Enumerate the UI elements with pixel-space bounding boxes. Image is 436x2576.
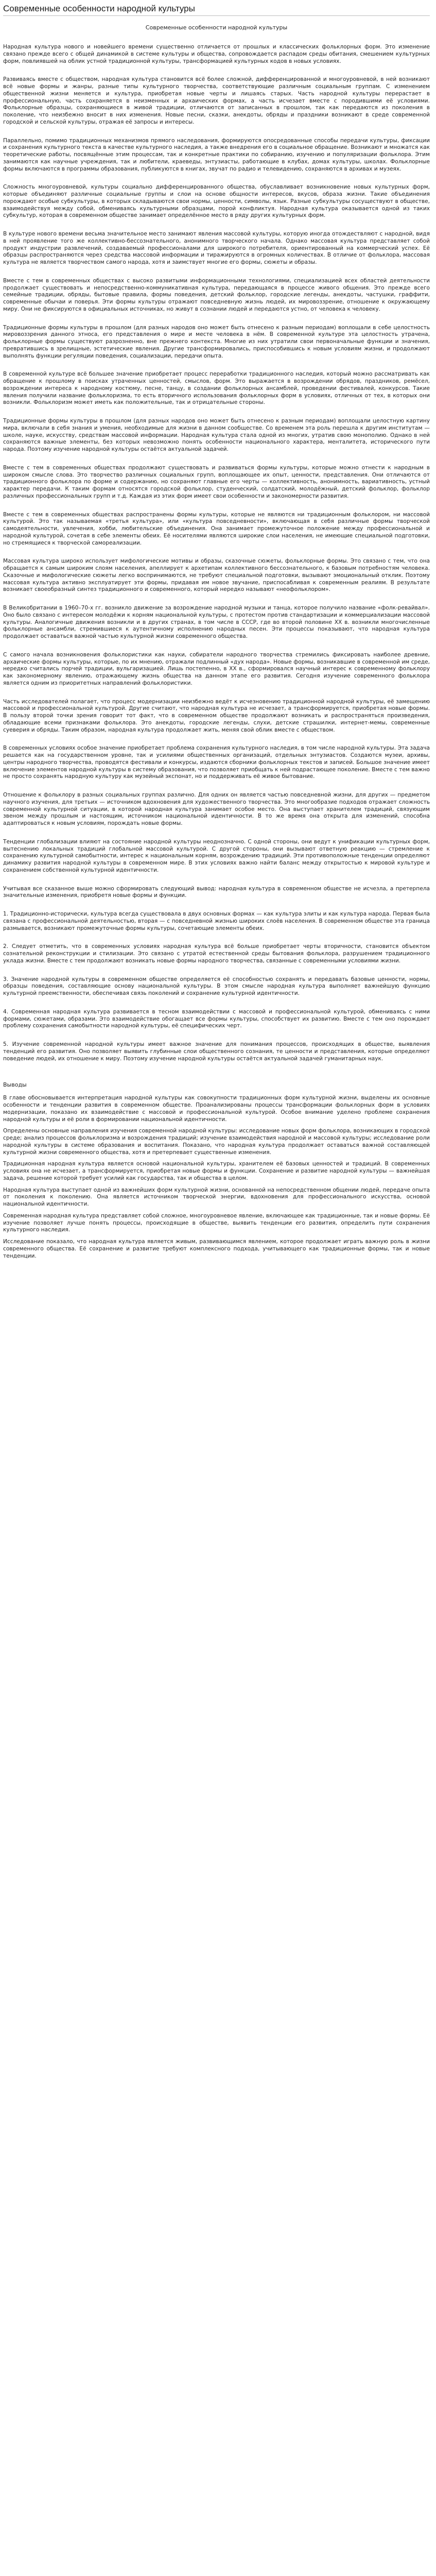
- summary-paragraph: Определены основные направления изучения современной народной культуры: исследование новых форм фольклора, возникающих в городской среде; анализ процессов фольклоризма и возрождения традиций; изучение взаимодействия народной и массовой культуры; исследование роли народной культуры в системе образования и воспитания. Показано, что народная культура продолжает оставаться важной составляющей культурной жизни современного общества, хотя и претерпевает существенные изменения.: [3, 1128, 430, 1156]
- paragraph: Традиционные формы культуры в прошлом (для разных народов оно может быть отнесено к разным периодам) воплощали в себе целостность мировоззрения данного этноса, его представления о мире и месте человека в нём. В современной культуре эта целостность утрачена, фольклорные формы существуют разрозненно, вне прежнего контекста. Многие из них утратили свои первоначальные функции и значения, превратившись в зрелищные, эстетические явления. Другие трансформировались, приспособившись к новым условиям жизни, и продолжают выполнять функции регуляции поведения, социализации, передачи опыта.: [3, 324, 430, 359]
- summary-section: [3, 1081, 430, 1260]
- paragraph: Вместе с тем в современных обществах распространены формы культуры, которые не являются ни традиционным фольклором, ни массовой культурой. Это так называемая «третья культура», или «культура повседневности», включающая в себя различные формы творческой самодеятельности, увлечения, хобби, любительские объединения. Она занимает промежуточное положение между профессиональной и народной культурой, сочетая в себе элементы обеих. Её носителями являются широкие слои населения, не имеющие специальной подготовки, но стремящиеся к творческой самореализации.: [3, 511, 430, 546]
- summary-paragraph: Традиционная народная культура является основой национальной культуры, хранителем её базовых ценностей и традиций. В современных условиях она не исчезает, а трансформируется, приобретая новые формы и функции. Сохранение и развитие народной культуры — важнейшая задача, решение которой требует усилий как государства, так и общества в целом.: [3, 1161, 430, 1181]
- paragraph: Тенденции глобализации влияют на состояние народной культуры неоднозначно. С одной стороны, они ведут к унификации культурных форм, вытеснению локальных традиций глобальной массовой культурой. С другой стороны, они вызывают ответную реакцию — стремление к сохранению культурной самобытности, интерес к национальным корням, возрождению традиций. Эти противоположные тенденции определяют динамику развития народной культуры в современном мире. В этих условиях важно найти баланс между открытостью к мировой культуре и сохранением собственной культурной идентичности.: [3, 838, 430, 873]
- paragraph: Развиваясь вместе с обществом, народная культура становится всё более сложной, дифференцированной и многоуровневой, в ней возникают всё новые формы и жанры, разные типы культурного творчества, соответствующие различным социальным группам. С изменением общественной жизни меняется и культура, приобретая новые черты и лишаясь старых. Часть народной культуры перерастает в профессиональную, часть сохраняется в неизменных и архаических формах, а часть исчезает вместе с породившими её условиями. Фольклорные образцы, сохраняющиеся в живой традиции, отличаются от записанных в прошлом, так как передаются из поколения в поколение, что неизбежно вносит в них изменения. Новые песни, сказки, анекдоты, обряды и праздники возникают в среде современной городской и сельской культуры, отражая её запросы и интересы.: [3, 76, 430, 125]
- numbered-paragraph: 4. Современная народная культура развивается в тесном взаимодействии с массовой и профессиональной культурой, обмениваясь с ними формами, сюжетами, образами. Это взаимодействие обогащает все формы культуры, способствует их развитию. Вместе с тем оно порождает проблему сохранения самобытности народной культуры, её специфических черт.: [3, 1008, 430, 1029]
- summary-paragraph: Современная народная культура представляет собой сложное, многоуровневое явление, включающее как традиционные, так и новые формы. Её изучение позволяет лучше понять процессы, происходящие в обществе, выявить тенденции его развития, определить пути сохранения культурного наследия.: [3, 1212, 430, 1233]
- paragraph: С самого начала возникновения фольклористики как науки, собиратели народного творчества стремились фиксировать наиболее древние, архаические формы культуры, которые, по их мнению, отражали подлинный «дух народа». Новые формы, возникавшие в современной им среде, нередко считались порчей традиции, вульгаризацией. Лишь постепенно, в XX в., сформировался научный интерес к современному фольклору как закономерному явлению, отражающему жизнь общества на данном этапе его развития. Сегодня изучение современного фольклора является одним из приоритетных направлений фольклористики.: [3, 651, 430, 686]
- paragraph: Массовая культура широко использует мифологические мотивы и образы, сказочные сюжеты, фольклорные формы. Это связано с тем, что она обращается к самым широким слоям населения, апеллирует к архетипам коллективного бессознательного, к базовым потребностям человека. Сказочные и мифологические сюжеты легко воспринимаются, не требуют специальной подготовки, вызывают эмоциональный отклик. Поэтому массовая культура активно эксплуатирует эти формы, придавая им новое звучание, приспосабливая к современным реалиям. В результате возникает своеобразный синтез традиционного и современного, который нередко называют «неофольклором».: [3, 558, 430, 593]
- numbered-paragraph: 5. Изучение современной народной культуры имеет важное значение для понимания процессов, происходящих в обществе, выявления тенденций его развития. Оно позволяет выявить глубинные слои общественного сознания, те ценности и представления, которые определяют поведение людей, их отношение к миру. Поэтому изучение народной культуры остаётся актуальной задачей гуманитарных наук.: [3, 1041, 430, 1062]
- paragraph: Параллельно, помимо традиционных механизмов прямого наследования, формируются опосредованные способы передачи культуры, фиксации и сохранения культурного текста в качестве культурного наследия, а также внедрения его в социальное обращение. Возникают и множатся как теоретические работы, посвящённые этим процессам, так и конкретные практики по собиранию, изучению и популяризации фольклора. Этим занимаются как научные учреждения, так и любители, краеведы, энтузиасты, работающие в клубах, домах культуры, школах. Фольклорные формы включаются в программы образования, публикуются в книгах, звучат по радио и телевидению, сохраняются в архивах и музеях.: [3, 137, 430, 172]
- paragraph: В современной культуре всё большее значение приобретает процесс переработки традиционного наследия, который можно рассматривать как обращение к прошлому в поисках утраченных ценностей, смыслов, форм. Это выражается в возрождении обрядов, праздников, ремёсел, возрождении интереса к народному костюму, песне, танцу, в создании фольклорных ансамблей, проведении фестивалей, конкурсов. Такие явления получили название фольклоризма, то есть вторичного использования фольклорных форм в условиях, отличных от тех, в которых они возникли. Фольклоризм может иметь как положительные, так и отрицательные стороны.: [3, 371, 430, 406]
- summary-paragraph: Народная культура выступает одной из важнейших форм культурной жизни, основанной на непосредственном общении людей, передаче опыта от поколения к поколению. Она является источником творческой энергии, вдохновения для профессионального искусства, основой национальной идентичности.: [3, 1187, 430, 1207]
- numbered-paragraph: 2. Следует отметить, что в современных условиях народная культура всё больше приобретает черты вторичности, становится объектом сознательной реконструкции и стилизации. Это связано с утратой естественной среды бытования фольклора, разрушением традиционного уклада жизни. Вместе с тем продолжают возникать новые формы народного творчества, связанные с современными условиями жизни.: [3, 943, 430, 964]
- numbered-paragraph: 1. Традиционно-исторически, культура всегда существовала в двух основных формах — как культура элиты и как культура народа. Первая была связана с профессиональной деятельностью, вторая — с повседневной жизнью широких слоёв населения. В современном обществе эта граница размывается, возникают промежуточные формы культуры, сочетающие элементы обеих.: [3, 911, 430, 931]
- document-body: [3, 24, 430, 1062]
- document-heading: Современные особенности народной культуры: [145, 24, 288, 31]
- numbered-paragraph: 3. Значение народной культуры в современном обществе определяется её способностью сохранять и передавать базовые ценности, нормы, образцы поведения, составляющие основу национальной культуры. В этом смысле народная культура выполняет важнейшую функцию культурной преемственности, обеспечивая связь поколений и сохранение культурной идентичности.: [3, 976, 430, 996]
- page-title: Современные особенности народной культуры: [3, 3, 430, 16]
- summary-heading: Выводы: [3, 1081, 27, 1089]
- paragraph: Учитывая все сказанное выше можно сформировать следующий вывод: народная культура в современном обществе не исчезла, а претерпела значительные изменения, приобретя новые формы и функции.: [3, 885, 430, 899]
- paragraph: Вместе с тем в современных обществах с высоко развитыми информационными технологиями, специализацией всех областей деятельности продолжает существовать и непосредственно-коммуникативная культура, передающаяся в процессе живого общения. Это прежде всего семейные традиции, обряды, бытовые правила, формы поведения, детский фольклор, городские легенды, анекдоты, частушки, граффити, современные обычаи и поверья. Эти формы культуры отражают повседневную жизнь людей, их мировоззрение, отношение к окружающему миру. Они не фиксируются в официальных источниках, но живут в сознании людей и передаются устно, от человека к человеку.: [3, 277, 430, 312]
- paragraph: Отношение к фольклору в разных социальных группах различно. Для одних он является частью повседневной жизни, для других — предметом научного изучения, для третьих — источником вдохновения для художественного творчества. Это многообразие подходов отражает сложность современной культурной ситуации, в которой народная культура занимает особое место. Она выступает хранителем традиций, связующим звеном между прошлым и настоящим, источником национальной идентичности. В то же время она открыта для изменений, способна адаптироваться к новым условиям, порождать новые формы.: [3, 792, 430, 826]
- paragraph: Народная культура нового и новейшего времени существенно отличается от прошлых и классических фольклорных форм. Это изменение связано прежде всего с общей динамикой в системе культуры и общества, сопровождается распадом среды обитания, смешением культурных форм, повлиявшей на облик устной традиционной культуры, трансформацией культурных кодов в новых условиях.: [3, 44, 430, 64]
- paragraph: Традиционные формы культуры в прошлом (для разных народов оно может быть отнесено к разным периодам) воплощали целостную картину мира, включали в себя знания и умения, необходимые для жизни в данном сообществе. Со временем эта роль перешла к другим институтам — школе, науке, искусству, средствам массовой информации. Народная культура стала одной из многих, утратив свою монополию. Однако в ней сохраняются важные элементы, без которых невозможно понять особенности национального характера, менталитета, исторического пути народа. Поэтому изучение народной культуры остаётся актуальной задачей.: [3, 418, 430, 452]
- summary-paragraph: В главе обосновывается интерпретация народной культуры как совокупности традиционных форм культурной жизни, выделены их основные особенности и тенденции развития в современном обществе. Проанализированы процессы трансформации фольклорных форм в условиях модернизации, показано их взаимодействие с массовой и профессиональной культурой. Особое внимание уделено проблеме сохранения народной культуры и её роли в формировании национальной идентичности.: [3, 1095, 430, 1123]
- paragraph: В Великобритании в 1960–70-х гг. возникло движение за возрождение народной музыки и танца, которое получило название «фолк-ревайвал». Оно было связано с интересом молодёжи к корням национальной культуры, с протестом против стандартизации и коммерциализации массовой культуры. Аналогичные движения возникли и в других странах, в том числе в СССР, где во второй половине XX в. возникли многочисленные фольклорные ансамбли, стремившиеся к аутентичному исполнению народных песен. Эти процессы показывают, что народная культура продолжает оставаться важной частью культурной жизни современного общества.: [3, 605, 430, 639]
- paragraph: Вместе с тем в современных обществах продолжают существовать и развиваться формы культуры, которые можно отнести к народным в широком смысле слова. Это творчество различных социальных групп, воплощающее их опыт, ценности, представления. Они отличаются от традиционного фольклора по форме и содержанию, но сохраняют главные его черты — коллективность, анонимность, вариативность, устный характер передачи. К таким формам относятся городской фольклор, студенческий, солдатский, молодёжный, детский фольклор, фольклор различных профессиональных групп и т.д. Каждая из этих форм имеет свои особенности и закономерности развития.: [3, 464, 430, 499]
- paragraph: Сложность многоуровневой, культуры социально дифференцированного общества, обуславливает возникновение новых культурных форм, которые объединяют различные социальные группы и слои на основе общности интересов, вкусов, образа жизни. Такие объединения порождают особые субкультуры, в которых складываются свои нормы, ценности, символы, язык. Разные субкультуры сосуществуют в обществе, взаимодействуя между собой, обмениваясь культурными образцами, порой конфликтуя. Народная культура оказывается одной из таких субкультур, которая в современном обществе занимает определённое место в ряду других культурных форм.: [3, 184, 430, 219]
- paragraph: В культуре нового времени весьма значительное место занимают явления массовой культуры, которую иногда отождествляют с народной, видя в ней проявление того же коллективно-бессознательного, анонимного творческого начала. Однако массовая культура представляет собой продукт индустрии развлечений, создаваемый профессионалами для широкого потребителя, ориентированный на коммерческий успех. Её образцы распространяются через средства массовой информации и тиражируются в огромных количествах. В отличие от фольклора, массовая культура не является творчеством самого народа, хотя и заимствует многие его формы, сюжеты и образы.: [3, 231, 430, 265]
- paragraph: Часть исследователей полагает, что процесс модернизации неизбежно ведёт к исчезновению традиционной народной культуры, её замещению массовой и профессиональной культурой. Другие считают, что народная культура не исчезает, а трансформируется, приобретая новые формы. В пользу второй точки зрения говорит тот факт, что в современном обществе продолжают возникать и распространяться произведения, обладающие всеми признаками фольклора. Это анекдоты, городские легенды, слухи, детские страшилки, интернет-мемы, современные суеверия и обряды. Таким образом, народная культура продолжает жить, меняя свой облик вместе с обществом.: [3, 698, 430, 733]
- paragraph: В современных условиях особое значение приобретает проблема сохранения культурного наследия, в том числе народной культуры. Эта задача решается как на государственном уровне, так и усилиями общественных организаций, отдельных энтузиастов. Создаются музеи, архивы, центры народного творчества, проводятся фестивали и конкурсы, издаются сборники фольклорных текстов и записей. Большое значение имеет включение элементов народной культуры в систему образования, что позволяет приобщать к ней подрастающее поколение. Вместе с тем важно не просто сохранять народную культуру как музейный экспонат, но и поддерживать её живое бытование.: [3, 745, 430, 780]
- summary-paragraph: Исследование показало, что народная культура является живым, развивающимся явлением, которое продолжает играть важную роль в жизни современного общества. Её сохранение и развитие требуют комплексного подхода, учитывающего как традиционные формы, так и новые тенденции.: [3, 1239, 430, 1259]
